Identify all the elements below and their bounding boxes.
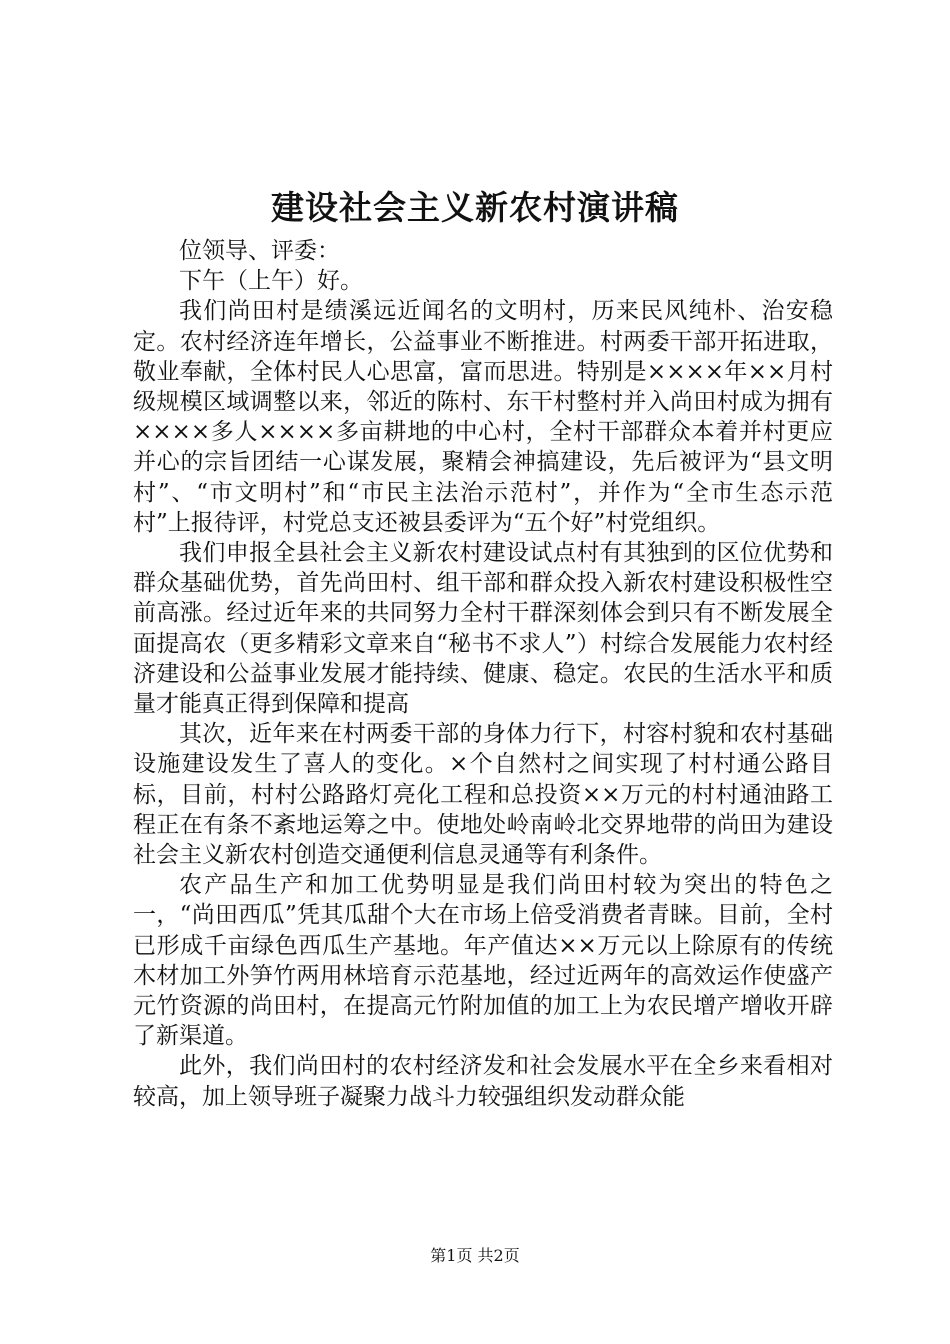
body-paragraph: 此外，我们尚田村的农村经济发和社会发展水平在全乡来看相对较高，加上领导班子凝聚力战斗力较强组织发动群众能 [133, 1053, 833, 1110]
body-paragraph: 农产品生产和加工优势明显是我们尚田村较为突出的特色之一，“尚田西瓜”凭其瓜甜个大在市场上倍受消费者青睐。目前，全村已形成千亩绿色西瓜生产基地。年产值达××万元以上除原有的传统木材加工外笋竹两用林培育示范基地，经过近两年的高效运作使盛产元竹资源的尚田村，在提高元竹附加值的加工上为农民增产增收开辟了新渠道。 [133, 872, 833, 1050]
greeting: 下午（上午）好。 [179, 268, 363, 295]
salutation: 位领导、评委： [179, 238, 340, 264]
page-number-footer: 第1页 共2页 [430, 1246, 520, 1265]
body-paragraph: 我们申报全县社会主义新农村建设试点村有其独到的区位优势和群众基础优势，首先尚田村、组干部和群众投入新农村建设积极性空前高涨。经过近年来的共同努力全村干群深刻体会到只有不断发展全面提高农（更多精彩文章来自“秘书不求人”）村综合发展能力农村经济建设和公益事业发展才能持续、健康、稳定。农民的生活水平和质量才能真正得到保障和提高 [133, 540, 833, 718]
body-paragraph: 我们尚田村是绩溪远近闻名的文明村，历来民风纯朴、治安稳定。农村经济连年增长，公益事业不断推进。村两委干部开拓进取，敬业奉献，全体村民人心思富，富而思进。特别是××××年××月村级规模区域调整以来，邻近的陈村、东干村整村并入尚田村成为拥有××××多人××××多亩耕地的中心村，全村干部群众本着并村更应并心的宗旨团结一心谋发展，聚精会神搞建设，先后被评为“县文明村”、“市文明村”和“市民主法治示范村”，并作为“全市生态示范村”上报待评，村党总支还被县委评为“五个好”村党组织。 [133, 298, 833, 536]
document-title: 建设社会主义新农村演讲稿 [271, 188, 679, 227]
document-body [133, 236, 833, 1112]
body-paragraph: 其次，近年来在村两委干部的身体力行下，村容村貌和农村基础设施建设发生了喜人的变化。×个自然村之间实现了村村通公路目标，目前，村村公路路灯亮化工程和总投资××万元的村村通油路工程正在有条不紊地运筹之中。使地处岭南岭北交界地带的尚田为建设社会主义新农村创造交通便利信息灵通等有利条件。 [133, 721, 833, 869]
